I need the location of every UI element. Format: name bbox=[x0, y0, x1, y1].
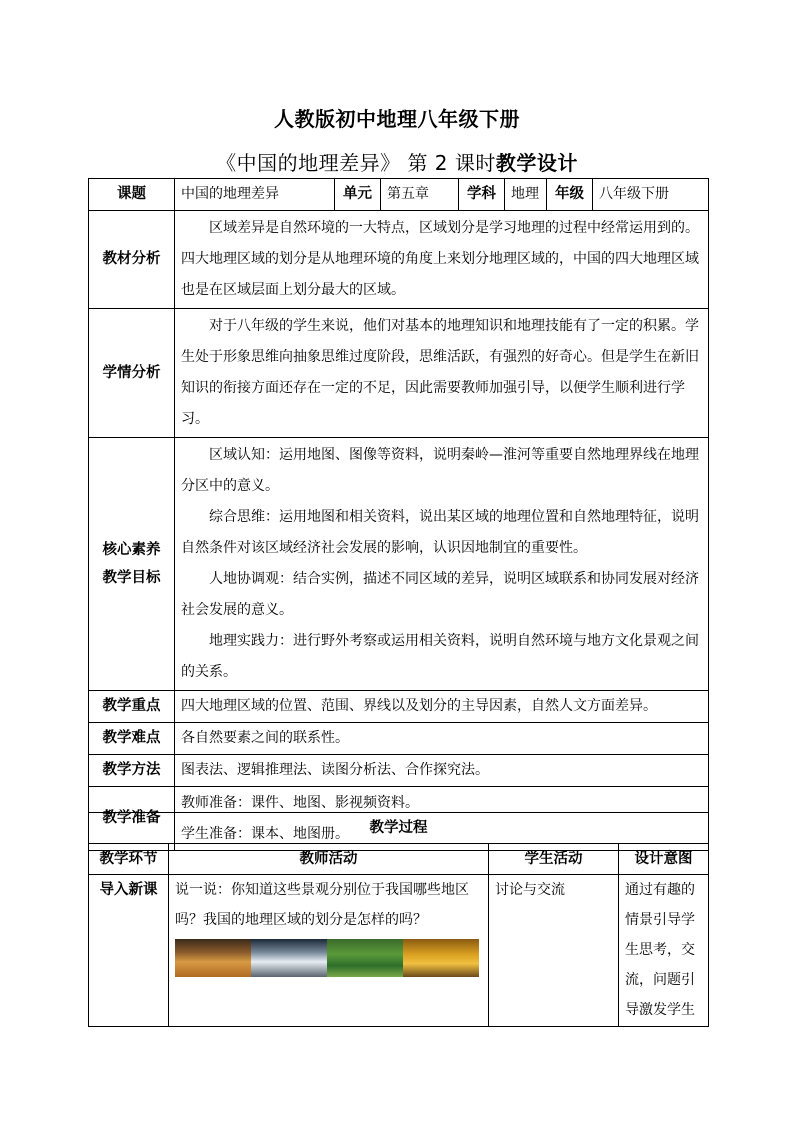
goal-item: 综合思维：运用地图和相关资料，说出某区域的地理位置和自然地理特征，说明自然条件对该区域经济社会发展的影响，认识因地制宜的重要性。 bbox=[181, 509, 699, 556]
methods-text: 图表法、逻辑推理法、读图分析法、合作探究法。 bbox=[175, 755, 709, 787]
lesson-info-table bbox=[88, 178, 709, 851]
keypoints-text: 四大地理区域的位置、范围、界线以及划分的主导因素，自然人文方面差异。 bbox=[175, 691, 709, 723]
process-teacher-text: 说一说：你知道这些景观分别位于我国哪些地区吗？我国的地理区域的划分是怎样的吗？ bbox=[175, 882, 469, 928]
topic-label: 课题 bbox=[89, 179, 175, 211]
goals-text bbox=[175, 438, 709, 691]
snow-mountain-landscape-image bbox=[251, 939, 327, 977]
autumn-forest-landscape-image bbox=[403, 939, 479, 977]
textbook-row bbox=[89, 211, 709, 309]
subtitle-main: 《中国的地理差异》 第 2 课时 bbox=[216, 151, 496, 175]
unit-label: 单元 bbox=[335, 179, 381, 211]
grade-value: 八年级下册 bbox=[593, 179, 709, 211]
landscape-images bbox=[175, 939, 482, 977]
textbook-text: 区域差异是自然环境的一大特点，区域划分是学习地理的过程中经常运用到的。四大地理区域的划分是从地理环境的角度上来划分地理区域的，中国的四大地理区域也是在区域层面上划分最大的区域。 bbox=[175, 211, 709, 309]
grade-label: 年级 bbox=[547, 179, 593, 211]
process-student-text: 讨论与交流 bbox=[489, 875, 619, 1027]
process-header-row bbox=[89, 844, 709, 875]
process-title: 教学过程 bbox=[89, 813, 709, 844]
keypoints-label: 教学重点 bbox=[89, 691, 175, 723]
process-intent-text: 通过有趣的情景引导学生思考，交流，问题引导激发学生 bbox=[619, 875, 709, 1027]
process-title-row bbox=[89, 813, 709, 844]
preparation-label: 教学准备 bbox=[89, 787, 175, 851]
process-header-intent: 设计意图 bbox=[619, 844, 709, 875]
students-row bbox=[89, 309, 709, 438]
goals-label bbox=[89, 438, 175, 691]
difficulties-label: 教学难点 bbox=[89, 723, 175, 755]
process-header-student: 学生活动 bbox=[489, 844, 619, 875]
goal-item: 地理实践力：进行野外考察或运用相关资料，说明自然环境与地方文化景观之间的关系。 bbox=[181, 633, 699, 680]
preparation-student: 学生准备：课本、地图册。 bbox=[181, 825, 349, 842]
subject-label: 学科 bbox=[459, 179, 505, 211]
goals-label-line2: 教学目标 bbox=[102, 570, 161, 586]
doc-subtitle bbox=[0, 147, 794, 176]
goals-label-line1: 核心素养 bbox=[102, 542, 161, 558]
keypoints-row bbox=[89, 691, 709, 723]
process-stage: 导入新课 bbox=[89, 875, 169, 1027]
students-label: 学情分析 bbox=[89, 309, 175, 438]
difficulties-row bbox=[89, 723, 709, 755]
goal-item: 人地协调观：结合实例，描述不同区域的差异，说明区域联系和协同发展对经济社会发展的意义。 bbox=[181, 571, 699, 618]
header-row bbox=[89, 179, 709, 211]
students-text: 对于八年级的学生来说，他们对基本的地理知识和地理技能有了一定的积累。学生处于形象思维向抽象思维过度阶段，思维活跃，有强烈的好奇心。但是学生在新旧知识的衔接方面还存在一定的不足，因此需要教师加强引导，以便学生顺利进行学习。 bbox=[175, 309, 709, 438]
subtitle-bold: 教学设计 bbox=[495, 151, 578, 175]
process-row bbox=[89, 875, 709, 1027]
process-header-stage: 教学环节 bbox=[89, 844, 169, 875]
goal-item: 区域认知：运用地图、图像等资料，说明秦岭—淮河等重要自然地理界线在地理分区中的意义。 bbox=[181, 447, 699, 494]
methods-label: 教学方法 bbox=[89, 755, 175, 787]
goals-row bbox=[89, 438, 709, 691]
process-teacher-cell bbox=[169, 875, 489, 1027]
green-hills-landscape-image bbox=[327, 939, 403, 977]
desert-landscape-image bbox=[175, 939, 251, 977]
topic-value: 中国的地理差异 bbox=[175, 179, 335, 211]
process-header-teacher: 教师活动 bbox=[169, 844, 489, 875]
textbook-label: 教材分析 bbox=[89, 211, 175, 309]
difficulties-text: 各自然要素之间的联系性。 bbox=[175, 723, 709, 755]
preparation-teacher: 教师准备：课件、地图、影视频资料。 bbox=[181, 794, 419, 811]
unit-value: 第五章 bbox=[381, 179, 459, 211]
subject-value: 地理 bbox=[505, 179, 547, 211]
methods-row bbox=[89, 755, 709, 787]
doc-title: 人教版初中地理八年级下册 bbox=[274, 107, 520, 131]
process-table bbox=[88, 812, 709, 1027]
